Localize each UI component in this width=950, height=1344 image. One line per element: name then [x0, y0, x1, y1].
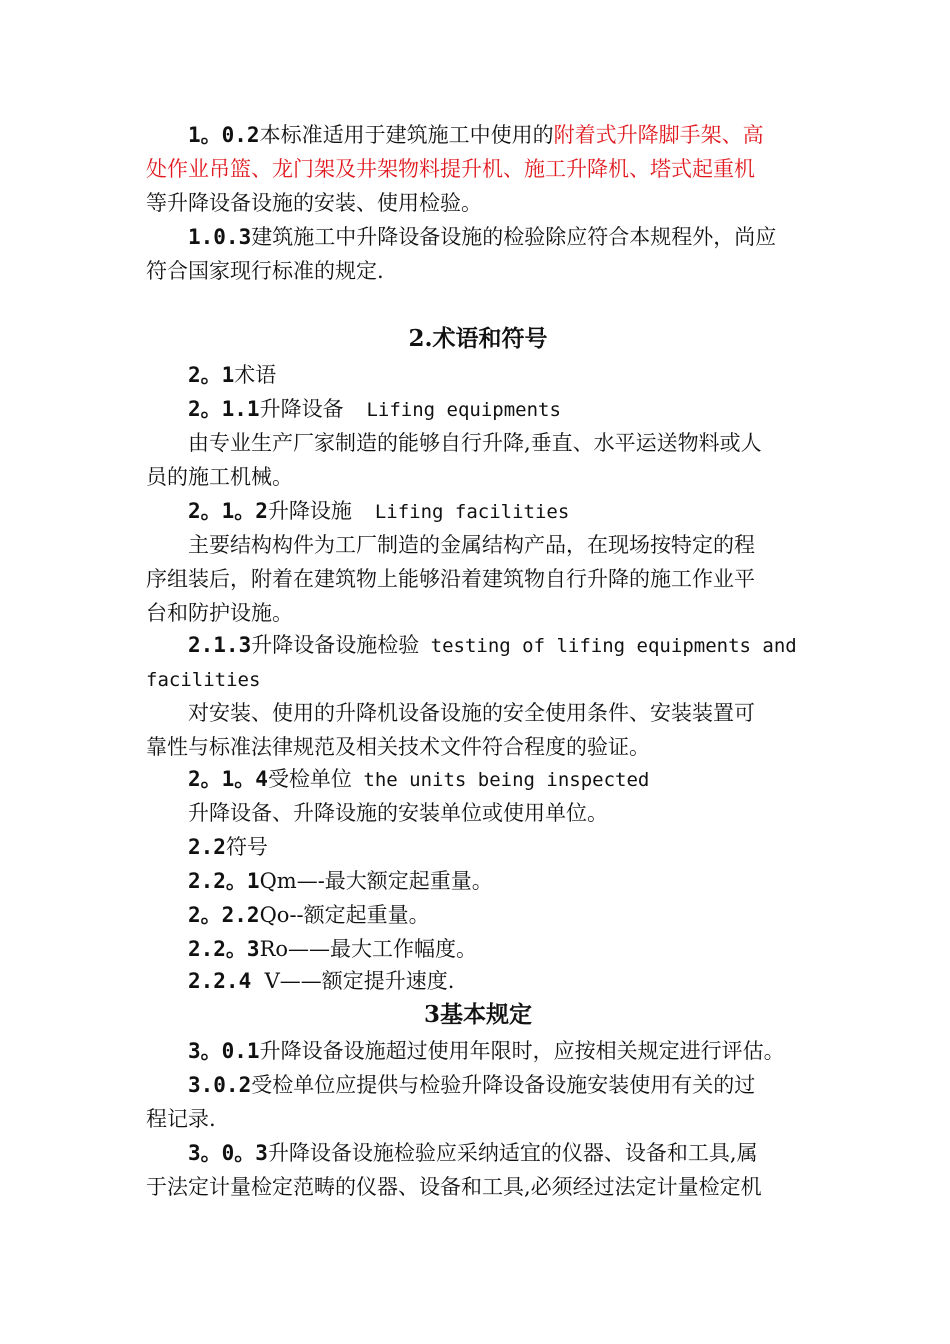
- definition-text: 对安装、使用的升降机设备设施的安全使用条件、安装装置可: [188, 701, 755, 725]
- definition-text: 升降设备、升降设施的安装单位或使用单位。: [188, 801, 608, 825]
- clause-1-0-2: 1。0.2本标准适用于建筑施工中使用的附着式升降脚手架、高: [188, 123, 764, 147]
- clause-line: 程记录.: [146, 1107, 216, 1131]
- clause-2-2-4: 2.2.4 V——额定提升速度.: [188, 969, 455, 993]
- clause-2-1: 2。1术语: [188, 363, 277, 387]
- clause-line: 于法定计量检定范畴的仪器、设备和工具,必须经过法定计量检定机: [146, 1175, 762, 1199]
- highlighted-text: 处作业吊篮、龙门架及井架物料提升机、施工升降机、塔式起重机: [146, 157, 755, 181]
- clause-2-2-2: 2。2.2Qo--额定起重量。: [188, 903, 430, 927]
- clause-2-1-4: 2。1。4受检单位 the units being inspected: [188, 767, 650, 791]
- clause-2-2-3: 2.2。3Ro——最大工作幅度。: [188, 937, 478, 961]
- clause-3-0-1: 3。0.1升降设备设施超过使用年限时，应按相关规定进行评估。: [188, 1039, 785, 1063]
- clause-3-0-3: 3。0。3升降设备设施检验应采纳适宜的仪器、设备和工具,属: [188, 1141, 758, 1165]
- clause-2-1-3: 2.1.3升降设备设施检验 testing of lifing equipments and: [188, 633, 797, 657]
- definition-text: 台和防护设施。: [146, 601, 293, 625]
- definition-text: 序组装后，附着在建筑物上能够沿着建筑物自行升降的施工作业平: [146, 567, 755, 591]
- clause-2-1-1: 2。1.1升降设备 Lifing equipments: [188, 397, 561, 421]
- clause-1-0-3: 1.0.3建筑施工中升降设备设施的检验除应符合本规程外，尚应: [188, 225, 777, 249]
- clause-line: 符合国家现行标准的规定.: [146, 259, 384, 283]
- section-heading-3: 3基本规定: [423, 1001, 532, 1028]
- clause-2-2: 2.2符号: [188, 835, 268, 859]
- clause-3-0-2: 3.0.2受检单位应提供与检验升降设备设施安装使用有关的过: [188, 1073, 756, 1097]
- section-heading-2: 2.术语和符号: [408, 325, 548, 352]
- definition-text: 员的施工机械。: [146, 465, 293, 489]
- clause-line: 等升降设备设施的安装、使用检验。: [146, 191, 482, 215]
- clause-line: [146, 152, 810, 186]
- clause-2-2-1: 2.2。1Qm—-最大额定起重量。: [188, 869, 493, 893]
- definition-text: 主要结构构件为工厂制造的金属结构产品，在现场按特定的程: [188, 533, 755, 557]
- clause-line: facilities: [146, 669, 261, 691]
- definition-text: 由专业生产厂家制造的能够自行升降,垂直、水平运送物料或人: [188, 431, 762, 455]
- highlighted-text: 附着式升降脚手架、高: [553, 123, 764, 147]
- definition-text: 靠性与标准法律规范及相关技术文件符合程度的验证。: [146, 735, 650, 759]
- clause-2-1-2: 2。1。2升降设施 Lifing facilities: [188, 499, 570, 523]
